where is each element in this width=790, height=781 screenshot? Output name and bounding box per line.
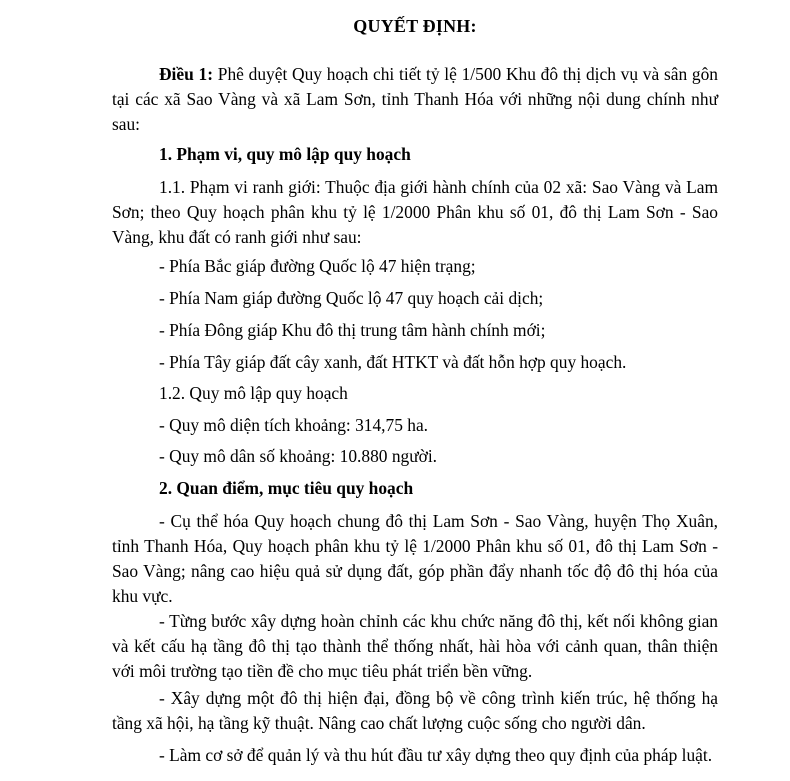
article-1-text: Phê duyệt Quy hoạch chi tiết tỷ lệ 1/500 Khu đô thị dịch vụ và sân gôn tại các xã Sao Vàng và xã Lam Sơn, tỉnh Thanh Hóa với những nội dung chính như sau: [112,64,718,134]
boundary-east: - Phía Đông giáp Khu đô thị trung tâm hành chính mới; [159,320,546,340]
boundary-south: - Phía Nam giáp đường Quốc lộ 47 quy hoạch cải dịch; [159,288,544,308]
section-2-item-2: - Từng bước xây dựng hoàn chỉnh các khu chức năng đô thị, kết nối không gian và kết cấu hạ tầng đô thị tạo thành thể thống nhất, hài hòa với cảnh quan, thân thiện với môi trường tạo tiền đề cho mục tiêu phát triển bền vững. [112,611,718,681]
document-title: QUYẾT ĐỊNH: [353,16,477,36]
boundary-north: - Phía Bắc giáp đường Quốc lộ 47 hiện trạng; [159,256,476,276]
article-1-paragraph [112,62,718,137]
scale-heading: 1.2. Quy mô lập quy hoạch [159,383,348,403]
article-1-label: Điều 1: [159,64,214,84]
section-2-item-4: - Làm cơ sở để quản lý và thu hút đầu tư xây dựng theo quy định của pháp luật. [159,745,713,765]
section-2-heading: 2. Quan điểm, mục tiêu quy hoạch [159,478,414,498]
section-1-heading: 1. Phạm vi, quy mô lập quy hoạch [159,144,411,164]
scale-area: - Quy mô diện tích khoảng: 314,75 ha. [159,415,429,435]
section-2-item-3: - Xây dựng một đô thị hiện đại, đồng bộ về công trình kiến trúc, hệ thống hạ tầng xã hội, hạ tầng kỹ thuật. Nâng cao chất lượng cuộc sống cho người dân. [112,688,718,733]
scale-population: - Quy mô dân số khoảng: 10.880 người. [159,446,438,466]
section-2-item-1: - Cụ thể hóa Quy hoạch chung đô thị Lam Sơn - Sao Vàng, huyện Thọ Xuân, tỉnh Thanh Hóa, Quy hoạch phân khu tỷ lệ 1/2000 Phân khu số 01, đô thị Lam Sơn - Sao Vàng; nâng cao hiệu quả sử dụng đất, góp phần đẩy nhanh tốc độ đô thị hóa của khu vực. [112,511,718,606]
boundary-west: - Phía Tây giáp đất cây xanh, đất HTKT và đất hỗn hợp quy hoạch. [159,352,627,372]
scope-intro-paragraph: 1.1. Phạm vi ranh giới: Thuộc địa giới hành chính của 02 xã: Sao Vàng và Lam Sơn; theo Quy hoạch phân khu tỷ lệ 1/2000 Phân khu số 01, đô thị Lam Sơn - Sao Vàng, khu đất có ranh giới như sau: [112,177,718,247]
